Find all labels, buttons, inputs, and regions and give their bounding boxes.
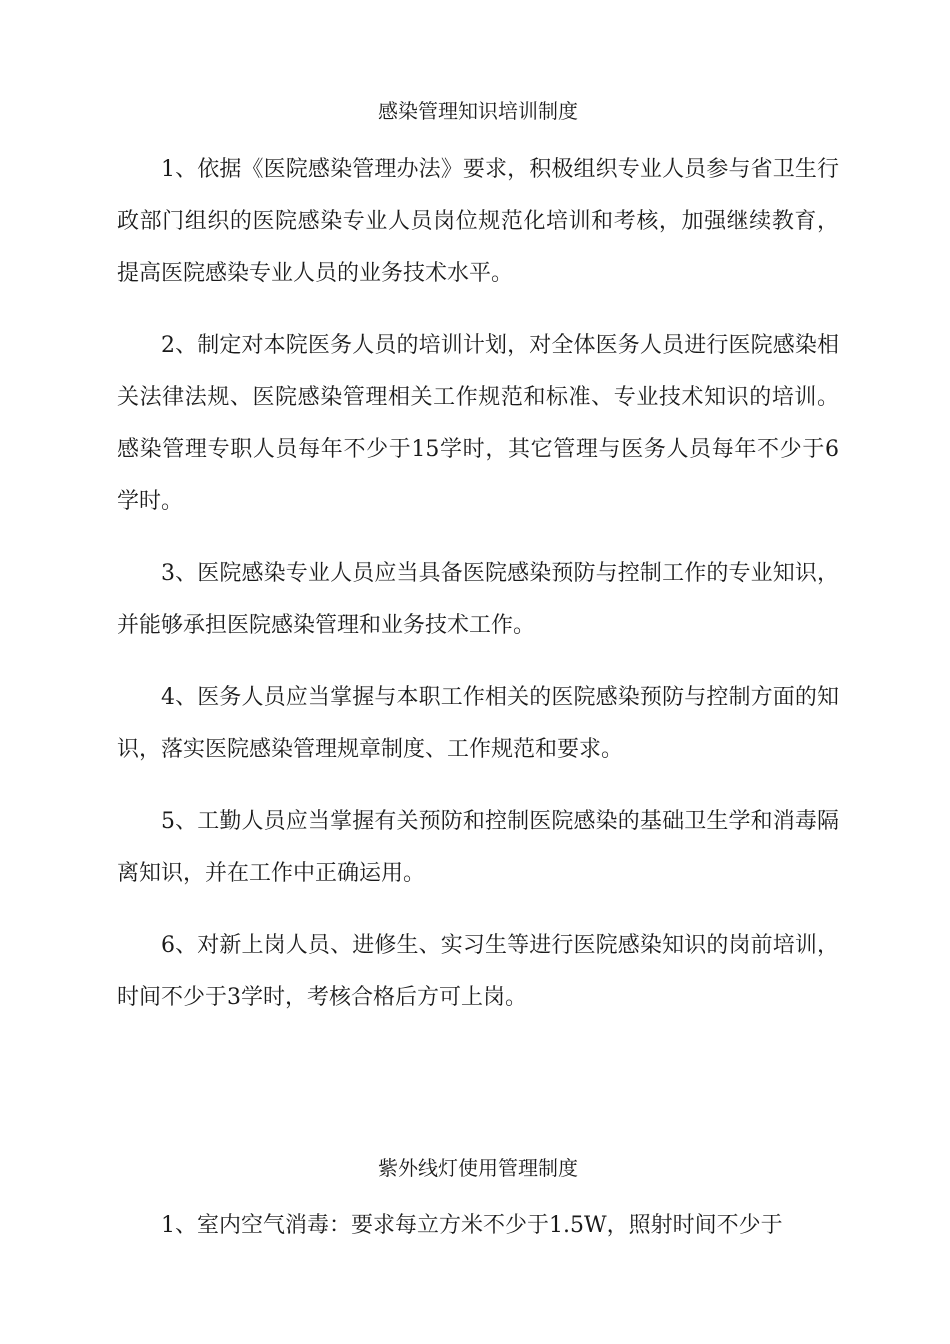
paragraph-2: 2、制定对本院医务人员的培训计划，对全体医务人员进行医院感染相关法律法规、医院感染管理相关工作规范和标准、专业技术知识的培训。感染管理专职人员每年不少于15学时，其它管理与医务人员每年不少于6学时。 — [117, 333, 839, 514]
paragraph-3: 3、医院感染专业人员应当具备医院感染预防与控制工作的专业知识，并能够承担医院感染管理和业务技术工作。 — [117, 561, 839, 638]
paragraph-1: 1、依据《医院感染管理办法》要求，积极组织专业人员参与省卫生行政部门组织的医院感染专业人员岗位规范化培训和考核，加强继续教育，提高医院感染专业人员的业务技术水平。 — [117, 157, 839, 286]
paragraph-5: 5、工勤人员应当掌握有关预防和控制医院感染的基础卫生学和消毒隔离知识，并在工作中正确运用。 — [117, 809, 839, 886]
doc-title-infection-training: 感染管理知识培训制度 — [378, 99, 578, 123]
section-uv-lamp — [117, 1200, 839, 1272]
paragraph-4: 4、医务人员应当掌握与本职工作相关的医院感染预防与控制方面的知识，落实医院感染管理规章制度、工作规范和要求。 — [117, 685, 839, 762]
paragraph-uv-1: 1、室内空气消毒：要求每立方米不少于1.5W，照射时间不少于 — [161, 1213, 783, 1238]
doc-title-uv-lamp: 紫外线灯使用管理制度 — [378, 1156, 578, 1180]
paragraph-6: 6、对新上岗人员、进修生、实习生等进行医院感染知识的岗前培训，时间不少于3学时，考核合格后方可上岗。 — [117, 933, 839, 1010]
section-infection-training — [117, 144, 839, 1044]
